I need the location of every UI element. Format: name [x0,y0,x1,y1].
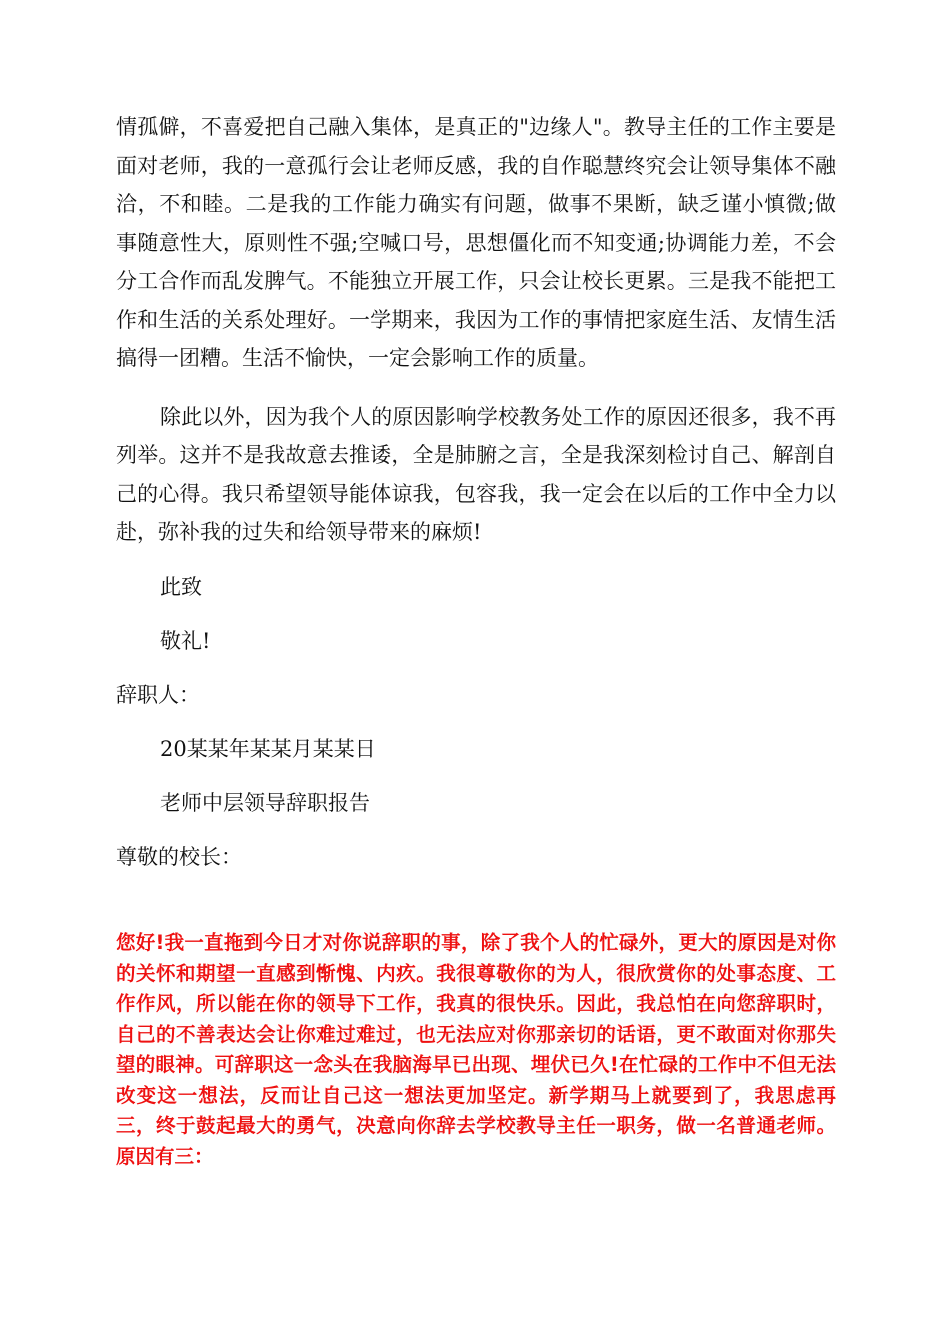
signature-label: 辞职人： [116,682,200,707]
paragraph-closing: 除此以外，因为我个人的原因影响学校教务处工作的原因还很多，我不再列举。这并不是我故意去推诿，全是肺腑之言，全是我深刻检讨自己、解剖自己的心得。我只希望领导能体谅我，包容我，我一定会在以后的工作中全力以赴，弥补我的过失和给领导带来的麻烦! [116,404,836,544]
document-body [116,108,836,892]
highlighted-paragraph: 您好!我一直拖到今日才对你说辞职的事，除了我个人的忙碌外，更大的原因是对你的关怀和期望一直感到惭愧、内疚。我很尊敬你的为人，很欣赏你的处事态度、工作作风，所以能在你的领导下工作，我真的很快乐。因此，我总怕在向您辞职时，自己的不善表达会让你难过难过，也无法应对你那亲切的话语，更不敢面对你那失望的眼神。可辞职这一念头在我脑海早已出现、埋伏已久!在忙碌的工作中不但无法改变这一想法，反而让自己这一想法更加坚定。新学期马上就要到了，我思虑再三，终于鼓起最大的勇气，决意向你辞去学校教导主任一职务，做一名普通老师。原因有三： [116,931,836,1168]
paragraph-continuation: 情孤僻，不喜爱把自己融入集体，是真正的"边缘人"。教导主任的工作主要是面对老师，我的一意孤行会让老师反感，我的自作聪慧终究会让领导集体不融洽，不和睦。二是我的工作能力确实有问题，做事不果断，缺乏谨小慎微;做事随意性大，原则性不强;空喊口号，思想僵化而不知变通;协调能力差，不会分工合作而乱发脾气。不能独立开展工作，只会让校长更累。三是我不能把工作和生活的关系处理好。一学期来，我因为工作的事情把家庭生活、友情生活搞得一团糟。生活不愉快，一定会影响工作的质量。 [116,115,836,370]
date-line: 20某某年某某月某某日 [160,736,376,761]
salutation-line-1: 此致 [160,574,202,599]
salutation-line-2: 敬礼! [160,628,211,653]
letter-greeting: 尊敬的校长： [116,844,242,869]
next-letter-title: 老师中层领导辞职报告 [160,790,370,815]
